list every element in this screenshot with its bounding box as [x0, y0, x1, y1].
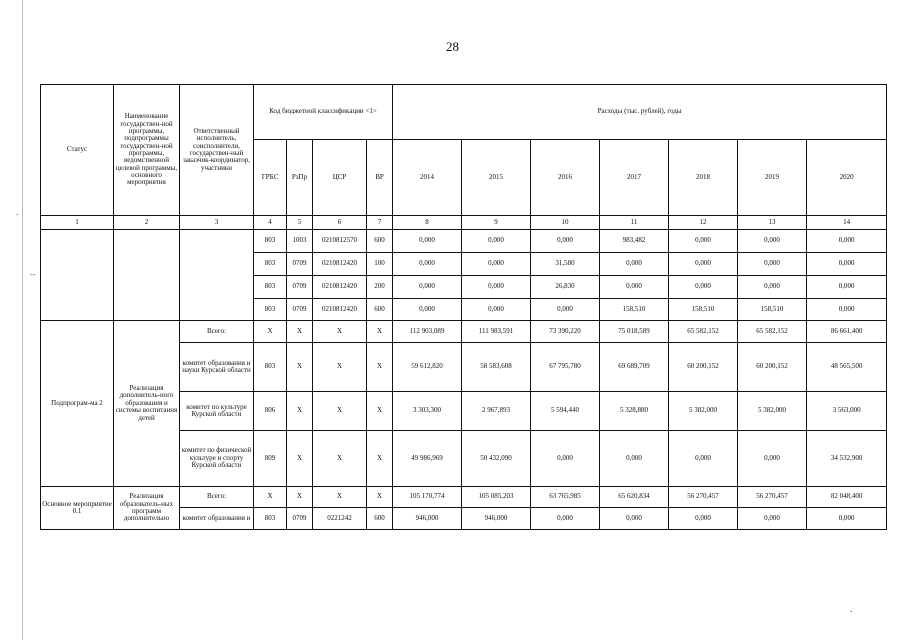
column-number: 3 — [180, 216, 254, 230]
cell-value: 5 328,880 — [600, 392, 669, 431]
cell-value: 0,000 — [600, 253, 669, 276]
cell-value: 0,000 — [669, 253, 738, 276]
margin-mark: -- — [30, 270, 36, 279]
cell-value: 0,000 — [462, 253, 531, 276]
header-vr: ВР — [367, 140, 393, 216]
cell-grbs: 806 — [254, 392, 287, 431]
cell-value: 0,000 — [462, 276, 531, 299]
cell-csr: 0210812420 — [313, 299, 367, 321]
cell-value: 983,482 — [600, 230, 669, 253]
cell-value: 73 390,220 — [531, 321, 600, 343]
cell-grbs: 803 — [254, 253, 287, 276]
cell-value: 158,510 — [669, 299, 738, 321]
cell-value: 0,000 — [600, 276, 669, 299]
margin-mark: - — [16, 210, 19, 219]
table-row — [41, 321, 887, 343]
column-number: 13 — [738, 216, 807, 230]
cell-grbs: 803 — [254, 276, 287, 299]
cell-grbs: X — [254, 487, 287, 508]
cell-value: 0,000 — [669, 230, 738, 253]
header-csr: ЦСР — [313, 140, 367, 216]
cell-value: 105 085,203 — [462, 487, 531, 508]
cell-rzpr: X — [287, 343, 313, 392]
cell-value: 105 170,774 — [393, 487, 462, 508]
cell-value: 0,000 — [393, 276, 462, 299]
header-year: 2015 — [462, 140, 531, 216]
column-number: 11 — [600, 216, 669, 230]
cell-value: 0,000 — [738, 508, 807, 530]
header-name: Наименование государствен-ной программы, подпрограммы государствен-ной программы, ведомственной целевой программы, основного мероприятия — [114, 85, 180, 216]
column-number: 9 — [462, 216, 531, 230]
cell-status: Подпрограм-ма 2 — [41, 321, 114, 487]
cell-csr: 0210812420 — [313, 276, 367, 299]
cell-value: 49 986,969 — [393, 431, 462, 487]
cell-vr: 600 — [367, 508, 393, 530]
cell-value: 0,000 — [807, 276, 887, 299]
cell-value: 0,000 — [738, 276, 807, 299]
column-number: 7 — [367, 216, 393, 230]
cell-value: 0,000 — [531, 299, 600, 321]
cell-value: 0,000 — [600, 431, 669, 487]
cell-name: Реализация образователь-ных программ дополнительно — [114, 487, 180, 530]
cell-value: 0,000 — [462, 299, 531, 321]
cell-value: 5 594,440 — [531, 392, 600, 431]
cell-value: 946,000 — [462, 508, 531, 530]
table-row — [41, 230, 887, 253]
cell-grbs: 803 — [254, 343, 287, 392]
header-year: 2016 — [531, 140, 600, 216]
cell-value: 65 582,152 — [669, 321, 738, 343]
cell-grbs: 803 — [254, 508, 287, 530]
column-number: 6 — [313, 216, 367, 230]
cell-value: 31,580 — [531, 253, 600, 276]
header-responsible: Ответственный исполнитель, соисполнители, государствен-ный заказчик-координатор, участники — [180, 85, 254, 216]
column-number: 5 — [287, 216, 313, 230]
cell-csr: X — [313, 487, 367, 508]
cell-value: 59 612,820 — [393, 343, 462, 392]
header-year: 2019 — [738, 140, 807, 216]
page-left-edge — [22, 0, 23, 640]
column-number: 10 — [531, 216, 600, 230]
cell-csr: 0210812570 — [313, 230, 367, 253]
cell-value: 0,000 — [669, 276, 738, 299]
cell-value: 56 270,457 — [738, 487, 807, 508]
cell-status: Основное мероприятие 0.1 — [41, 487, 114, 530]
cell-value: 63 765,985 — [531, 487, 600, 508]
cell-value: 111 983,591 — [462, 321, 531, 343]
cell-vr: 200 — [367, 276, 393, 299]
cell-value: 0,000 — [738, 230, 807, 253]
cell-value: 48 565,500 — [807, 343, 887, 392]
cell-value: 0,000 — [462, 230, 531, 253]
cell-value: 82 048,400 — [807, 487, 887, 508]
cell-value: 0,000 — [807, 253, 887, 276]
cell-value: 0,000 — [738, 253, 807, 276]
cell-csr: X — [313, 343, 367, 392]
cell-vr: X — [367, 431, 393, 487]
header-grbs: ГРБС — [254, 140, 287, 216]
cell-csr: 0221242 — [313, 508, 367, 530]
cell-rzpr: X — [287, 487, 313, 508]
cell-value: 3 563,000 — [807, 392, 887, 431]
column-number: 1 — [41, 216, 114, 230]
cell-value: 75 018,589 — [600, 321, 669, 343]
cell-value: 56 270,457 — [669, 487, 738, 508]
page-number: 28 — [446, 39, 459, 54]
cell-vr: 100 — [367, 253, 393, 276]
cell-csr: X — [313, 431, 367, 487]
cell-value: 5 382,000 — [669, 392, 738, 431]
cell-status — [41, 230, 114, 321]
page-dot: . — [850, 604, 853, 614]
cell-name: Реализация дополнитель-ного образования и системы воспитания детей — [114, 321, 180, 487]
cell-responsible: комитет образования и науки Курской области — [180, 343, 254, 392]
cell-responsible: комитет по физической культуре и спорту Курской области — [180, 431, 254, 487]
cell-rzpr: 0709 — [287, 299, 313, 321]
cell-value: 0,000 — [807, 508, 887, 530]
cell-value: 0,000 — [393, 230, 462, 253]
cell-value: 60 200,152 — [669, 343, 738, 392]
header-budget-code: Код бюджетной классификации <1> — [254, 85, 393, 140]
cell-grbs: X — [254, 321, 287, 343]
cell-csr: X — [313, 321, 367, 343]
cell-responsible — [180, 230, 254, 321]
header-status: Статус — [41, 85, 114, 216]
cell-value: 58 583,608 — [462, 343, 531, 392]
cell-value: 50 432,090 — [462, 431, 531, 487]
cell-value: 86 661,400 — [807, 321, 887, 343]
cell-value: 67 795,780 — [531, 343, 600, 392]
cell-value: 3 303,300 — [393, 392, 462, 431]
cell-value: 0,000 — [393, 299, 462, 321]
cell-rzpr: 0709 — [287, 253, 313, 276]
cell-grbs: 803 — [254, 299, 287, 321]
cell-value: 65 620,834 — [600, 487, 669, 508]
cell-value: 946,000 — [393, 508, 462, 530]
cell-value: 158,510 — [738, 299, 807, 321]
cell-responsible: комитет по культуре Курской области — [180, 392, 254, 431]
cell-vr: X — [367, 321, 393, 343]
cell-value: 158,510 — [600, 299, 669, 321]
cell-grbs: 809 — [254, 431, 287, 487]
cell-vr: X — [367, 392, 393, 431]
cell-csr: 0210812420 — [313, 253, 367, 276]
cell-value: 112 903,089 — [393, 321, 462, 343]
cell-name — [114, 230, 180, 321]
header-year: 2014 — [393, 140, 462, 216]
cell-value: 0,000 — [807, 230, 887, 253]
table-row — [41, 487, 887, 508]
cell-csr: X — [313, 392, 367, 431]
cell-rzpr: 0709 — [287, 508, 313, 530]
cell-responsible: Всего: — [180, 487, 254, 508]
cell-vr: X — [367, 487, 393, 508]
column-number: 2 — [114, 216, 180, 230]
cell-value: 2 967,893 — [462, 392, 531, 431]
cell-value: 5 382,000 — [738, 392, 807, 431]
cell-value: 65 582,152 — [738, 321, 807, 343]
column-number: 8 — [393, 216, 462, 230]
cell-rzpr: X — [287, 392, 313, 431]
cell-value: 69 689,709 — [600, 343, 669, 392]
cell-value: 34 532,900 — [807, 431, 887, 487]
cell-value: 0,000 — [807, 299, 887, 321]
cell-grbs: 803 — [254, 230, 287, 253]
cell-value: 0,000 — [531, 508, 600, 530]
column-number: 4 — [254, 216, 287, 230]
cell-value: 0,000 — [531, 431, 600, 487]
cell-rzpr: X — [287, 431, 313, 487]
header-rzpr: РзПр — [287, 140, 313, 216]
cell-responsible: Всего: — [180, 321, 254, 343]
cell-value: 0,000 — [600, 508, 669, 530]
budget-table — [40, 84, 887, 530]
cell-value: 0,000 — [669, 431, 738, 487]
cell-rzpr: X — [287, 321, 313, 343]
header-expenses: Расходы (тыс. рублей), годы — [393, 85, 887, 140]
cell-value: 26,830 — [531, 276, 600, 299]
cell-responsible: комитет образования и — [180, 508, 254, 530]
cell-vr: 600 — [367, 299, 393, 321]
cell-value: 60 200,152 — [738, 343, 807, 392]
cell-vr: X — [367, 343, 393, 392]
cell-value: 0,000 — [669, 508, 738, 530]
cell-value: 0,000 — [393, 253, 462, 276]
cell-value: 0,000 — [531, 230, 600, 253]
cell-value: 0,000 — [738, 431, 807, 487]
header-year: 2017 — [600, 140, 669, 216]
column-number: 12 — [669, 216, 738, 230]
cell-rzpr: 0709 — [287, 276, 313, 299]
cell-rzpr: 1003 — [287, 230, 313, 253]
cell-vr: 600 — [367, 230, 393, 253]
header-year: 2018 — [669, 140, 738, 216]
column-number: 14 — [807, 216, 887, 230]
header-year: 2020 — [807, 140, 887, 216]
